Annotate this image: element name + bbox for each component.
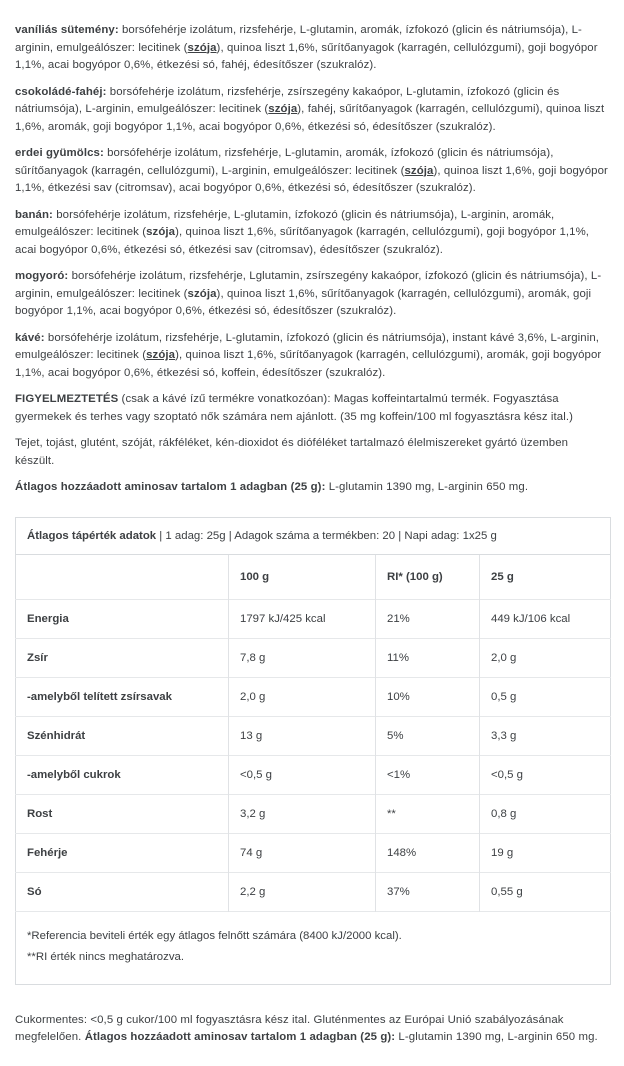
value-25g: 19 g <box>480 833 611 872</box>
value-100g: 7,8 g <box>229 638 376 677</box>
ingredient-text: ), fahéj, sűrítőanyagok (karragén, cellulózgumi), quinoa liszt 1,6%, aromák, goji bogyópor 1,1%, acai bogyópor 0,6%, étkezési só, édesítőszer (szukralóz). <box>15 103 605 133</box>
footer-text: Cukormentes: <0,5 g cukor/100 ml fogyasztásra kész ital. Gluténmentes az Európai Unió szabályozásának megfelelően. <box>15 1013 564 1043</box>
value-100g: <0,5 g <box>229 755 376 794</box>
nutrition-table <box>15 517 611 985</box>
ingredient-paragraph-forest-fruit <box>15 145 610 198</box>
nutrient-row-fiber <box>16 794 611 833</box>
ingredient-paragraph-chocolate-cinnamon <box>15 84 610 137</box>
value-ri: 10% <box>376 677 480 716</box>
value-ri: 21% <box>376 599 480 638</box>
ingredient-paragraph-hazelnut <box>15 268 610 321</box>
value-ri: 148% <box>376 833 480 872</box>
ingredient-paragraph-coffee <box>15 330 610 383</box>
ingredient-text: ), quinoa liszt 1,6%, goji bogyópor 1,1%, étkezési sav (citromsav), acai bogyópor 0,6%, étkezési só, édesítőszer (szukralóz). <box>15 164 608 194</box>
allergen-facility-note <box>15 435 610 470</box>
ingredient-text: ), quinoa liszt 1,6%, sűrítőanyagok (karragén, cellulózgumi), aromák, goji bogyópor 1,1%, acai bogyópor 0,6%, étkezési só, koffein, édesítőszer (szukralóz). <box>15 349 602 379</box>
soy-allergen: szója <box>187 41 217 54</box>
ingredient-paragraph-vanilla <box>15 22 610 75</box>
ingredient-paragraph-banana <box>15 207 610 260</box>
caffeine-warning-paragraph <box>15 391 610 426</box>
ingredient-text: borsófehérje izolátum, rizsfehérje, L-glutamin, aromák, ízfokozó (glicin és nátriumsója), L-arginin, emulgeálószer: lecitinek ( <box>15 24 582 54</box>
value-ri: 37% <box>376 872 480 911</box>
ingredients-section <box>15 22 610 382</box>
footnote-reference-intake: *Referencia beviteli érték egy átlagos felnőtt számára (8400 kJ/2000 kcal). <box>27 929 402 942</box>
footnote-ri-undefined: **RI érték nincs meghatározva. <box>27 950 185 963</box>
value-25g: 0,5 g <box>480 677 611 716</box>
amino-text: L-glutamin 1390 mg, L-arginin 650 mg. <box>325 481 529 493</box>
nutrient-row-protein <box>16 833 611 872</box>
ingredient-text: ), quinoa liszt 1,6%, sűrítőanyagok (karragén, cellulózgumi), aromák, goji bogyópor 1,1%, acai bogyópor 0,6%, étkezési só, édesítőszer (szukralóz). <box>15 287 592 317</box>
nutrient-label: Fehérje <box>16 833 229 872</box>
warning-text: (csak a kávé ízű termékre vonatkozóan): Magas koffeintartalmú termék. Fogyasztása gyermekek és terhes vagy szoptató nők számára nem ajánlott. (35 mg koffein/100 ml fogyasztásra kész ital.) <box>15 393 574 423</box>
flavor-name: csokoládé-fahéj: <box>15 85 107 98</box>
nutrient-row-sugars <box>16 755 611 794</box>
table-title-row <box>16 517 611 554</box>
nutrient-label: -amelyből cukrok <box>16 755 229 794</box>
table-title <box>16 517 611 554</box>
value-100g: 2,0 g <box>229 677 376 716</box>
value-ri: 11% <box>376 638 480 677</box>
flavor-name: erdei gyümölcs: <box>15 147 104 159</box>
flavor-name: mogyoró: <box>15 270 69 282</box>
amino-lead: Átlagos hozzáadott aminosav tartalom 1 adagban (25 g): <box>15 481 326 493</box>
footer-text: L-glutamin 1390 mg, L-arginin 650 mg. <box>395 1031 598 1043</box>
ingredient-text: borsófehérje izolátum, rizsfehérje, L-glutamin, ízfokozó (glicin és nátriumsója), instant kávé 3,6%, L-arginin, emulgeálószer: lecitinek ( <box>15 331 600 361</box>
flavor-name: kávé: <box>15 331 45 344</box>
allergen-text: Tejet, tojást, glutént, szóját, rákféléket, kén-dioxidot és dióféléket tartalmazó élelmiszereket gyártó üzemben készült. <box>15 437 569 467</box>
table-footnote-row <box>16 911 611 984</box>
soy-allergen: szója <box>404 164 434 177</box>
nutrient-row-energy <box>16 599 611 638</box>
soy-allergen: szója <box>146 226 176 238</box>
value-100g: 3,2 g <box>229 794 376 833</box>
ingredient-text: borsófehérje izolátum, rizsfehérje, zsírszegény kakaópor, L-glutamin, ízfokozó (glicin és nátriumsója), L-arginin, emulgeálószer: lecitinek ( <box>15 85 560 115</box>
flavor-name: banán: <box>15 208 53 221</box>
ingredient-text: borsófehérje izolátum, rizsfehérje, L-glutamin, ízfokozó (glicin és nátriumsója), L-arginin, aromák, emulgeálószer: lecitinek ( <box>15 208 555 238</box>
table-title-meta: | 1 adag: 25g | Adagok száma a termékben: 20 | Napi adag: 1x25 g <box>156 529 497 542</box>
table-title-bold: Átlagos tápérték adatok <box>27 529 157 542</box>
nutrient-row-fat <box>16 638 611 677</box>
value-100g: 2,2 g <box>229 872 376 911</box>
value-ri: <1% <box>376 755 480 794</box>
ingredient-text: ), quinoa liszt 1,6%, sűrítőanyagok (karragén, cellulózgumi), goji bogyópor 1,1%, acai bogyópor 0,6%, étkezési só, fahéj, édesítőszer (szukralóz). <box>15 41 598 71</box>
amino-content-note <box>15 479 610 497</box>
soy-allergen: szója <box>146 349 176 361</box>
warning-lead: FIGYELMEZTETÉS <box>15 393 119 405</box>
ingredient-text: borsófehérje izolátum, rizsfehérje, Lglutamin, zsírszegény kakaópor, ízfokozó (glicin és nátriumsója), L-arginin, emulgeálószer: lecitinek ( <box>15 270 602 300</box>
column-header-row <box>16 554 611 599</box>
flavor-name: vaníliás sütemény: <box>15 24 119 36</box>
value-25g: 2,0 g <box>480 638 611 677</box>
value-ri: ** <box>376 794 480 833</box>
nutrient-row-saturated-fat <box>16 677 611 716</box>
value-100g: 74 g <box>229 833 376 872</box>
nutrient-label: Energia <box>16 599 229 638</box>
value-25g: 0,55 g <box>480 872 611 911</box>
column-header-100g: 100 g <box>229 554 376 599</box>
ingredient-text: borsófehérje izolátum, rizsfehérje, L-glutamin, aromák, ízfokozó (glicin és nátriumsója), sűrítőanyagok (karragén, cellulózgumi), L-arginin, emulgeálószer: lecitinek ( <box>15 147 554 177</box>
nutrient-row-salt <box>16 872 611 911</box>
nutrient-label: -amelyből telített zsírsavak <box>16 677 229 716</box>
ingredient-text: ), quinoa liszt 1,6%, sűrítőanyagok (karragén, cellulózgumi), goji bogyópor 1,1%, acai bogyópor 0,6%, étkezési só, étkezési sav (citromsav), édesítőszer (szukralóz). <box>15 226 590 256</box>
nutrient-label: Szénhidrát <box>16 716 229 755</box>
nutrient-label: Só <box>16 872 229 911</box>
value-25g: 0,8 g <box>480 794 611 833</box>
value-ri: 5% <box>376 716 480 755</box>
value-25g: <0,5 g <box>480 755 611 794</box>
value-100g: 1797 kJ/425 kcal <box>229 599 376 638</box>
column-header-ri: RI* (100 g) <box>376 554 480 599</box>
sugar-free-note <box>15 1012 610 1047</box>
nutrient-row-carbohydrate <box>16 716 611 755</box>
soy-allergen: szója <box>268 103 298 115</box>
column-header-empty <box>16 554 229 599</box>
value-25g: 449 kJ/106 kcal <box>480 599 611 638</box>
value-100g: 13 g <box>229 716 376 755</box>
value-25g: 3,3 g <box>480 716 611 755</box>
footer-amino-lead: Átlagos hozzáadott aminosav tartalom 1 adagban (25 g): <box>84 1031 396 1043</box>
column-header-25g: 25 g <box>480 554 611 599</box>
soy-allergen: szója <box>187 287 217 300</box>
nutrient-label: Zsír <box>16 638 229 677</box>
nutrient-label: Rost <box>16 794 229 833</box>
